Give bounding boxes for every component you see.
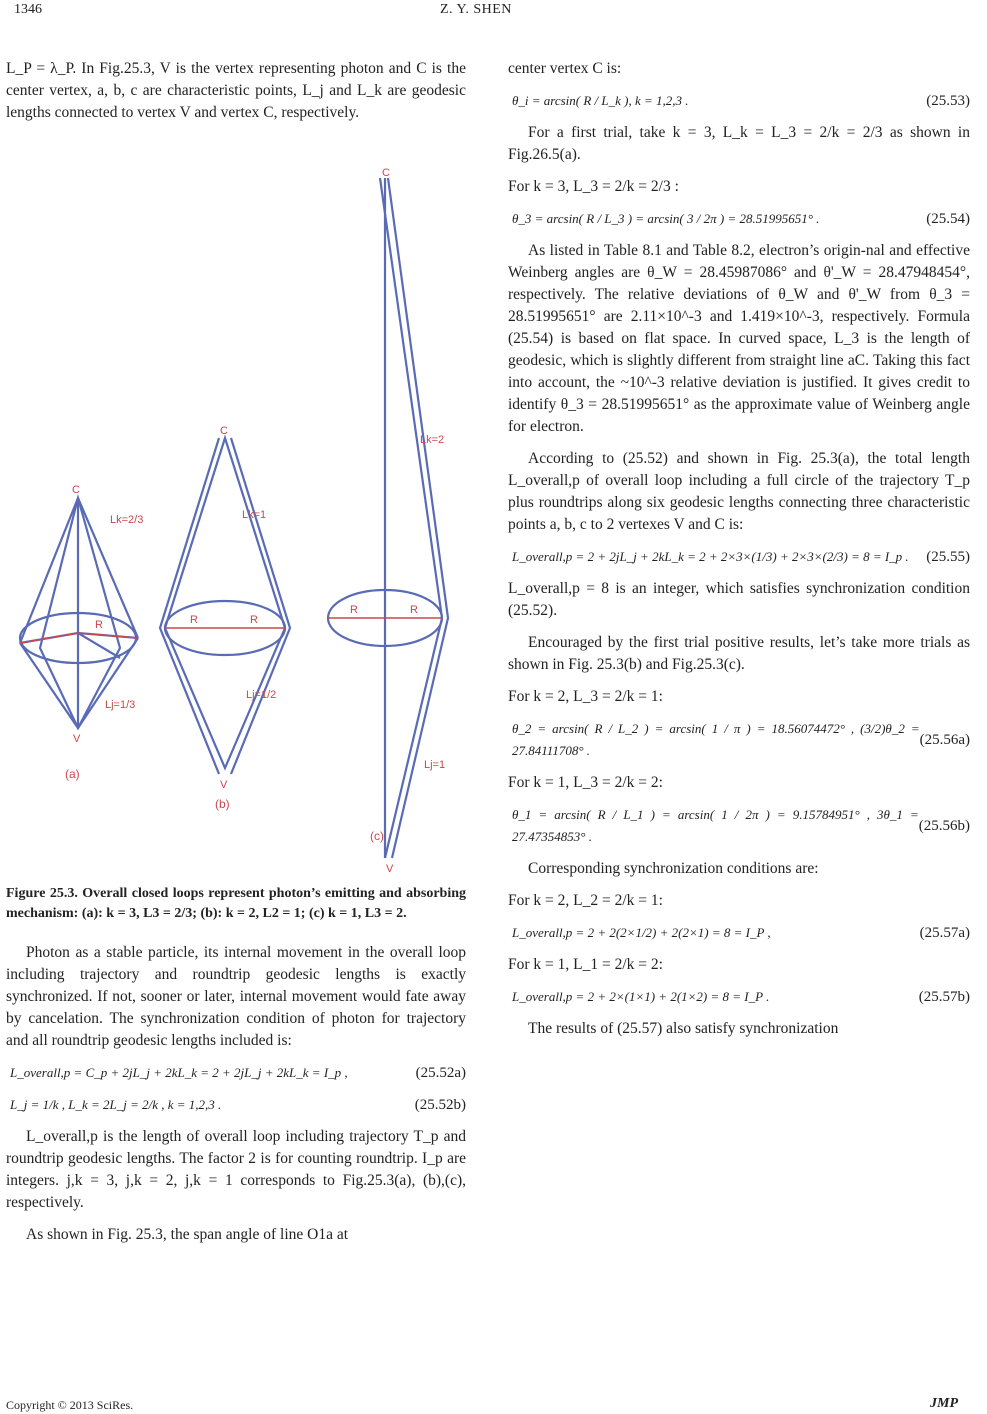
label-r-a: R [95,619,103,631]
label-r-b2: R [250,614,258,626]
label-r-b: R [190,614,198,626]
vertex-v-b: V [220,779,228,791]
label-lk-a: Lk=2/3 [110,514,144,526]
figure-label-c: (c) [370,829,384,843]
right-paragraph-5: According to (25.52) and shown in Fig. 25.3(a), the total length L_overall,p of overall loop including a full circle of the trajectory T_p plus roundtrips along six geodesic lengths connecting three characteristic points a, b, c to 2 vertexes V and C is: [508,450,970,533]
right-paragraph-6: L_overall,p = 8 is an integer, which satisfies synchronization condition (25.52). [508,580,970,619]
right-paragraph-8: For k = 2, L_3 = 2/k = 1: [508,688,663,705]
left-paragraph-2: Photon as a stable particle, its internal movement in the overall loop including trajectory and roundtrip geodesic lengths is exactly synchronized. If not, sooner or later, internal movement would fate away by cancelation. The synchronization condition of photon for trajectory and all roundtrip geodesic lengths included is: [6,944,466,1049]
page-number: 1346 [14,2,42,17]
right-paragraph-10: Corresponding synchronization conditions are: [528,860,819,877]
left-column-lower [6,884,466,1256]
copyright: Copyright © 2013 SciRes. [6,1398,134,1412]
right-column [508,58,970,1050]
left-paragraph-4: As shown in Fig. 25.3, the span angle of line O1a at [26,1226,349,1243]
right-paragraph-4: As listed in Table 8.1 and Table 8.2, electron’s origin-nal and effective Weinberg angles are θ_W = 28.45987086° and θ'_W = 28.47948454°, respectively. The relative deviations of θ_W and θ'_W from θ_3 = 28.51995651° are 2.11×10^-3 and 1.419×10^-3, respectively. Formula (25.54) is based on flat space. In curved space, L_3 is the length of geodesic, which is slightly different from straight line aC. Taking this fact into account, the ~10^-3 relative deviation is justified. It gives credit to identify θ_3 = 28.51995651° as the approximate value of Weinberg angle for electron. [508,242,970,435]
right-paragraph-11: For k = 2, L_2 = 2/k = 1: [508,892,663,909]
left-paragraph-3: L_overall,p is the length of overall loop including trajectory T_p and roundtrip geodesic lengths. The factor 2 is for counting roundtrip. I_p are integers. j,k = 3, j,k = 2, j,k = 1 corresponds to Fig.25.3(a), (b),(c), respectively. [6,1128,466,1211]
diagram-a [20,498,138,728]
equation-25-57b: L_overall,p = 2 + 2×(1×1) + 2(1×2) = 8 = I_P . (25.57b) [512,989,970,1005]
label-lk-b: Lk=1 [242,509,267,521]
equation-25-55: L_overall,p = 2 + 2jL_j + 2kL_k = 2 + 2×3×(1/3) + 2×3×(2/3) = 8 = I_p . (25.55) [512,549,970,565]
label-lj-a: Lj=1/3 [105,699,136,711]
vertex-c-a: C [72,484,80,496]
label-r-c2: R [410,604,418,616]
vertex-c-c: C [382,168,390,179]
equation-25-56b: θ_1 = arcsin( R / L_1 ) = arcsin( 1 / 2π ) = 9.15784951° , 3θ_1 = 27.47354853° . (25.56b) [512,807,970,844]
label-lj-c: Lj=1 [424,759,446,771]
vertex-c-b: C [220,425,228,437]
equation-25-52a: L_overall,p = C_p + 2jL_j + 2kL_k = 2 + 2jL_j + 2kL_k = I_p , (25.52a) [10,1065,466,1081]
equation-25-56a: θ_2 = arcsin( R / L_2 ) = arcsin( 1 / π ) = 18.56074472° , (3/2)θ_2 = 27.84111708° . (25.56a) [512,721,970,758]
label-r-c: R [350,604,358,616]
diagram-c [328,178,448,858]
figure-label-a: (a) [65,767,80,781]
vertex-v-a: V [73,733,81,745]
label-lj-b: Lj=1/2 [246,689,277,701]
running-title: Z. Y. SHEN [440,2,512,17]
diagram-b [160,438,290,774]
vertex-v-c: V [386,863,394,875]
right-paragraph-9: For k = 1, L_3 = 2/k = 2: [508,774,663,791]
equation-25-54: θ_3 = arcsin( R / L_3 ) = arcsin( 3 / 2π ) = 28.51995651° . (25.54) [512,211,970,227]
figure-25-3 [10,168,460,878]
right-paragraph-3: For k = 3, L_3 = 2/k = 2/3 : [508,178,679,195]
right-paragraph-7: Encouraged by the first trial positive results, let’s take more trials as shown in Fig. 25.3(b) and Fig.25.3(c). [508,634,970,673]
left-paragraph-1: L_P = λ_P. In Fig.25.3, V is the vertex representing photon and C is the center vertex, a, b, c are characteristic points, L_j and L_k are geodesic lengths connected to vertex V and vertex C, respectively. [6,60,466,121]
right-paragraph-1: center vertex C is: [508,60,622,77]
figure-label-b: (b) [215,797,230,811]
right-paragraph-12: For k = 1, L_1 = 2/k = 2: [508,956,663,973]
equation-25-57a: L_overall,p = 2 + 2(2×1/2) + 2(2×1) = 8 = I_P , (25.57a) [512,925,970,941]
journal-name: JMP [930,1396,958,1411]
equation-25-52b: L_j = 1/k , L_k = 2L_j = 2/k , k = 1,2,3 . (25.52b) [10,1097,466,1113]
right-paragraph-2: For a first trial, take k = 3, L_k = L_3 = 2/k = 2/3 as shown in Fig.26.5(a). [508,124,970,163]
equation-25-53: θ_i = arcsin( R / L_k ), k = 1,2,3 . (25.53) [512,93,970,109]
label-lk-c: Lk=2 [420,434,445,446]
right-paragraph-13: The results of (25.57) also satisfy synchronization [528,1020,839,1037]
figure-caption: Figure 25.3. Overall closed loops represent photon’s emitting and absorbing mechanism: (a): k = 3, L3 = 2/3; (b): k = 2, L2 = 1; (c) k = 1, L3 = 2. [6,886,466,921]
left-column [6,58,466,134]
